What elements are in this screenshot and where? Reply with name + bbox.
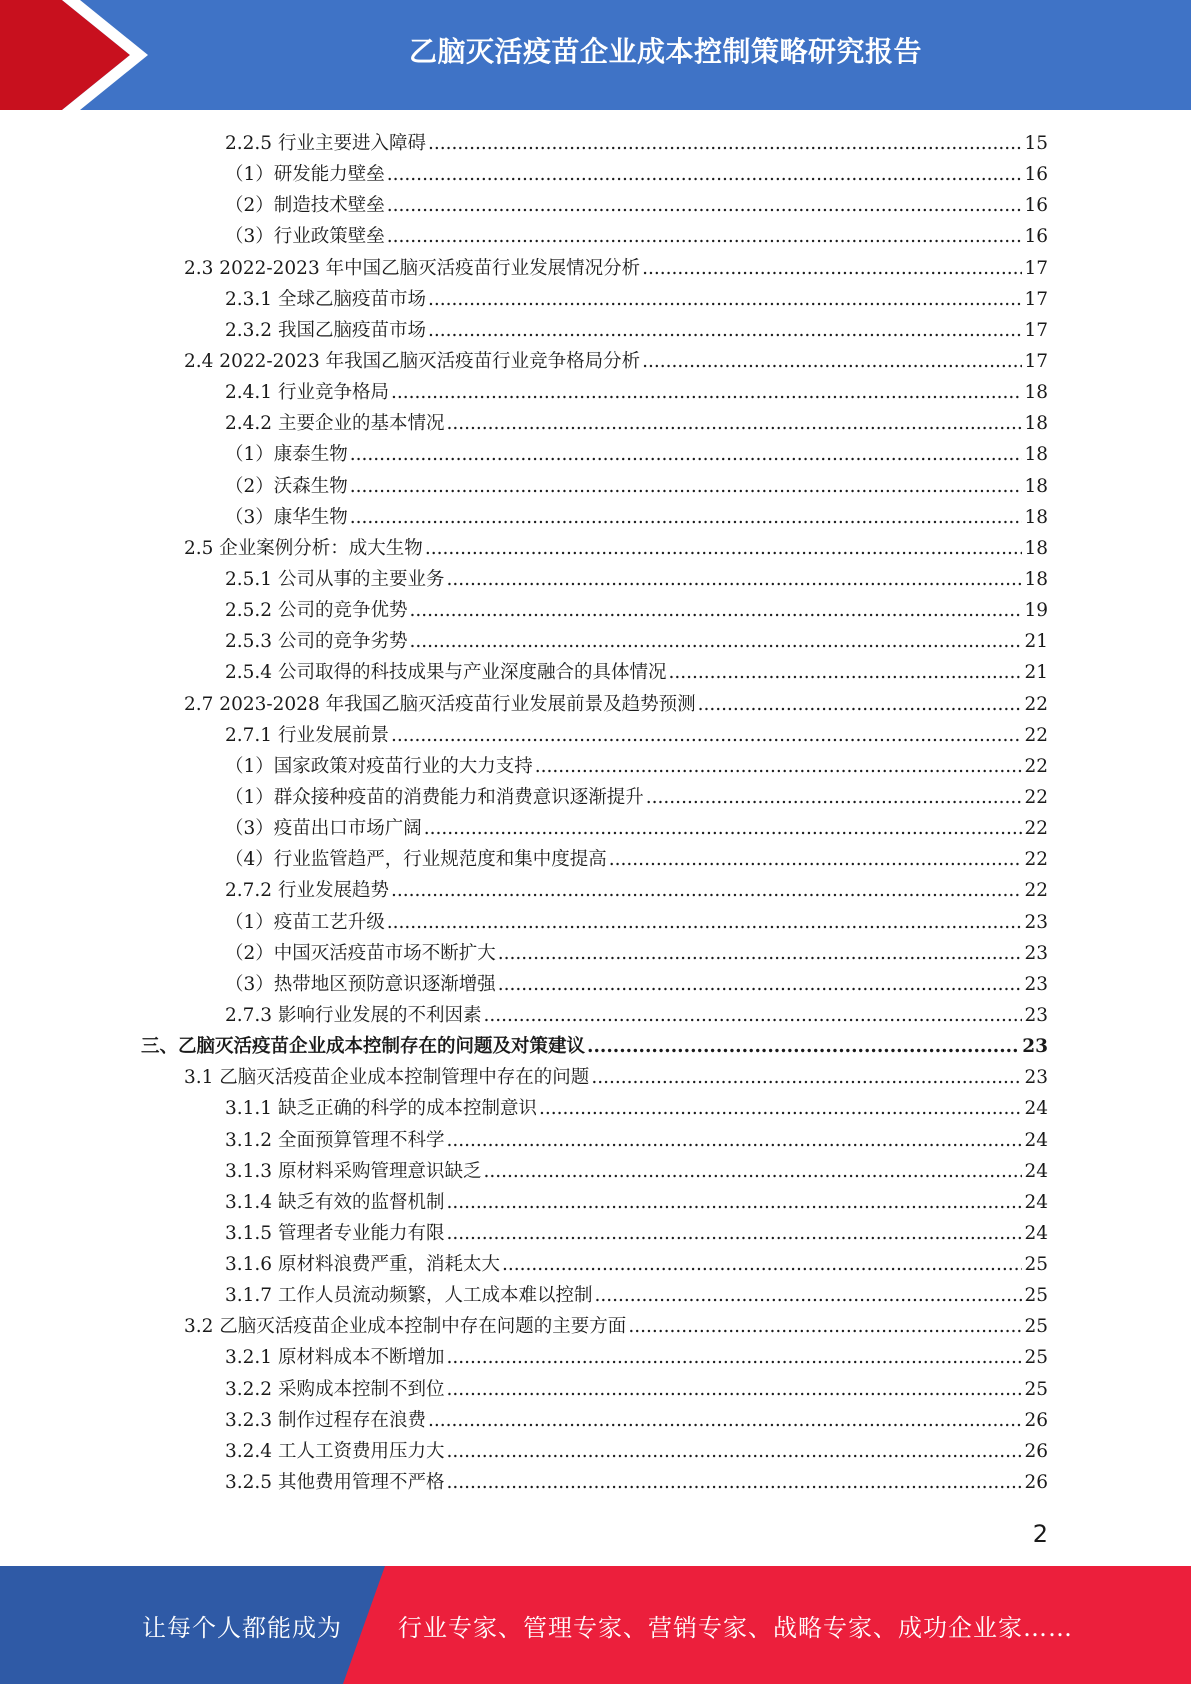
toc-entry-page: 24 — [1024, 1191, 1048, 1213]
toc-entry-title: 3.1.3 原材料采购管理意识缺乏 — [225, 1160, 482, 1182]
toc-entry-title: （1）研发能力壁垒 — [225, 164, 385, 186]
toc-entry-page: 22 — [1024, 724, 1048, 746]
toc-entry-title: 2.5.2 公司的竞争优势 — [225, 600, 408, 622]
toc-entry-page: 16 — [1024, 195, 1048, 217]
toc-entry-page: 18 — [1024, 537, 1048, 559]
toc-entry-title: （3）热带地区预防意识逐渐增强 — [225, 973, 496, 995]
toc-entry-title: 2.3.2 我国乙脑疫苗市场 — [225, 319, 426, 341]
toc-entry[interactable] — [0, 502, 1191, 533]
toc-dot-leader — [628, 1311, 1022, 1342]
toc-dot-leader — [668, 657, 1022, 688]
toc-entry-page: 19 — [1024, 600, 1048, 622]
toc-entry-title: （1）疫苗工艺升级 — [225, 911, 385, 933]
toc-entry[interactable] — [0, 938, 1191, 969]
toc-dot-leader — [483, 1000, 1022, 1031]
toc-dot-leader — [425, 533, 1023, 564]
toc-entry-page: 22 — [1024, 755, 1048, 777]
toc-entry-title: 3.2 乙脑灭活疫苗企业成本控制中存在问题的主要方面 — [184, 1316, 627, 1338]
toc-entry-title: 2.3 2022-2023 年中国乙脑灭活疫苗行业发展情况分析 — [184, 257, 641, 279]
toc-entry-page: 26 — [1024, 1440, 1048, 1462]
toc-dot-leader — [483, 1156, 1022, 1187]
toc-entry[interactable] — [0, 751, 1191, 782]
toc-entry-page: 26 — [1024, 1409, 1048, 1431]
toc-dot-leader — [587, 1031, 1020, 1062]
toc-entry[interactable] — [0, 471, 1191, 502]
toc-dot-leader — [446, 564, 1022, 595]
toc-entry[interactable] — [0, 1311, 1191, 1342]
toc-entry-title: （3）行业政策壁垒 — [225, 226, 385, 248]
toc-entry-title: （1）康泰生物 — [225, 444, 348, 466]
toc-entry-title: （1）国家政策对疫苗行业的大力支持 — [225, 755, 533, 777]
toc-dot-leader — [350, 502, 1023, 533]
toc-entry-title: 2.5.1 公司从事的主要业务 — [225, 568, 445, 590]
toc-entry[interactable] — [0, 533, 1191, 564]
toc-dot-leader — [535, 751, 1023, 782]
toc-dot-leader — [642, 346, 1022, 377]
footer-slogan-left: 让每个人都能成为 — [142, 1613, 342, 1642]
toc-entry[interactable] — [0, 253, 1191, 284]
toc-dot-leader — [609, 844, 1023, 875]
toc-entry-title: （1）群众接种疫苗的消费能力和消费意识逐渐提升 — [225, 786, 644, 808]
toc-entry[interactable] — [0, 875, 1191, 906]
toc-dot-leader — [446, 1125, 1022, 1156]
toc-dot-leader — [502, 1249, 1022, 1280]
toc-dot-leader — [446, 1218, 1022, 1249]
toc-dot-leader — [409, 595, 1022, 626]
toc-dot-leader — [350, 439, 1023, 470]
toc-entry-page: 26 — [1024, 1472, 1048, 1494]
toc-entry-title: 3.1.5 管理者专业能力有限 — [225, 1222, 445, 1244]
toc-entry-title: （3）疫苗出口市场广阔 — [225, 818, 422, 840]
toc-entry[interactable] — [0, 1342, 1191, 1373]
toc-entry[interactable] — [0, 1000, 1191, 1031]
toc-entry[interactable] — [0, 1187, 1191, 1218]
toc-entry-page: 17 — [1024, 288, 1048, 310]
toc-entry-page: 23 — [1024, 1004, 1048, 1026]
toc-entry[interactable] — [0, 782, 1191, 813]
toc-entry[interactable] — [0, 969, 1191, 1000]
toc-entry[interactable] — [0, 159, 1191, 190]
toc-entry-title: 2.7 2023-2028 年我国乙脑灭活疫苗行业发展前景及趋势预测 — [184, 693, 696, 715]
toc-dot-leader — [387, 221, 1023, 252]
toc-entry-page: 24 — [1024, 1129, 1048, 1151]
toc-entry[interactable] — [0, 689, 1191, 720]
toc-entry-page: 16 — [1024, 226, 1048, 248]
toc-entry[interactable] — [0, 408, 1191, 439]
toc-entry-page: 18 — [1024, 568, 1048, 590]
toc-dot-leader — [498, 938, 1023, 969]
toc-entry[interactable] — [0, 1218, 1191, 1249]
toc-entry-title: 3.2.3 制作过程存在浪费 — [225, 1409, 426, 1431]
toc-entry-page: 21 — [1024, 631, 1048, 653]
toc-entry[interactable] — [0, 346, 1191, 377]
toc-dot-leader — [424, 813, 1023, 844]
toc-entry[interactable] — [0, 221, 1191, 252]
toc-entry-page: 18 — [1024, 475, 1048, 497]
toc-entry-page: 23 — [1024, 973, 1048, 995]
page-number: 2 — [1032, 1520, 1048, 1548]
toc-entry-title: （2）制造技术壁垒 — [225, 195, 385, 217]
toc-entry-page: 16 — [1024, 164, 1048, 186]
toc-entry[interactable] — [0, 1249, 1191, 1280]
toc-entry-page: 25 — [1024, 1316, 1048, 1338]
toc-entry[interactable] — [0, 1156, 1191, 1187]
toc-entry-page: 23 — [1024, 911, 1048, 933]
toc-dot-leader — [446, 1342, 1022, 1373]
toc-entry-title: （3）康华生物 — [225, 506, 348, 528]
toc-entry-page: 25 — [1024, 1285, 1048, 1307]
toc-entry[interactable] — [0, 190, 1191, 221]
toc-entry-title: 2.4 2022-2023 年我国乙脑灭活疫苗行业竞争格局分析 — [184, 350, 641, 372]
toc-dot-leader — [446, 1436, 1022, 1467]
toc-entry-title: 3.1.7 工作人员流动频繁，人工成本难以控制 — [225, 1285, 593, 1307]
toc-entry[interactable] — [0, 595, 1191, 626]
toc-entry-title: 2.7.3 影响行业发展的不利因素 — [225, 1004, 482, 1026]
toc-entry-title: 三、乙脑灭活疫苗企业成本控制存在的问题及对策建议 — [141, 1036, 586, 1058]
toc-dot-leader — [698, 689, 1023, 720]
toc-entry-title: 2.4.2 主要企业的基本情况 — [225, 413, 445, 435]
toc-entry[interactable] — [0, 1031, 1191, 1062]
toc-dot-leader — [428, 284, 1022, 315]
toc-entry[interactable] — [0, 1405, 1191, 1436]
table-of-contents — [0, 128, 1191, 1498]
toc-entry[interactable] — [0, 813, 1191, 844]
page-footer — [0, 1566, 1191, 1684]
toc-entry-page: 23 — [1024, 1067, 1048, 1089]
toc-entry-page: 17 — [1024, 350, 1048, 372]
toc-entry-page: 18 — [1024, 382, 1048, 404]
footer-slogan-right: 行业专家、管理专家、营销专家、战略专家、成功企业家…… — [398, 1613, 1073, 1642]
toc-entry-title: 3.2.4 工人工资费用压力大 — [225, 1440, 445, 1462]
toc-entry-page: 18 — [1024, 506, 1048, 528]
toc-entry[interactable] — [0, 1374, 1191, 1405]
toc-dot-leader — [391, 875, 1022, 906]
toc-dot-leader — [387, 159, 1023, 190]
toc-dot-leader — [409, 626, 1022, 657]
toc-dot-leader — [350, 471, 1023, 502]
toc-entry[interactable] — [0, 907, 1191, 938]
toc-entry[interactable] — [0, 720, 1191, 751]
toc-entry-page: 23 — [1024, 942, 1048, 964]
toc-entry-page: 18 — [1024, 444, 1048, 466]
toc-entry-page: 24 — [1024, 1160, 1048, 1182]
toc-entry-title: 2.4.1 行业竞争格局 — [225, 382, 389, 404]
toc-entry[interactable] — [0, 1125, 1191, 1156]
toc-entry[interactable] — [0, 128, 1191, 159]
toc-entry-title: 2.5.4 公司取得的科技成果与产业深度融合的具体情况 — [225, 662, 667, 684]
toc-entry-title: 2.5 企业案例分析：成大生物 — [184, 537, 423, 559]
toc-entry[interactable] — [0, 1436, 1191, 1467]
toc-entry[interactable] — [0, 1467, 1191, 1498]
toc-entry-page: 15 — [1024, 133, 1048, 154]
toc-entry-title: 3.2.1 原材料成本不断增加 — [225, 1347, 445, 1369]
toc-entry-title: 2.2.5 行业主要进入障碍 — [225, 133, 426, 154]
toc-entry-title: 2.5.3 公司的竞争劣势 — [225, 631, 408, 653]
report-title: 乙脑灭活疫苗企业成本控制策略研究报告 — [408, 35, 922, 68]
toc-entry-title: 3.1.1 缺乏正确的科学的成本控制意识 — [225, 1098, 537, 1120]
toc-entry-title: 3.2.5 其他费用管理不严格 — [225, 1472, 445, 1494]
toc-entry-title: （2）中国灭活疫苗市场不断扩大 — [225, 942, 496, 964]
toc-entry-title: 3.1 乙脑灭活疫苗企业成本控制管理中存在的问题 — [184, 1067, 590, 1089]
toc-entry-title: 3.1.6 原材料浪费严重，消耗太大 — [225, 1254, 500, 1276]
toc-entry-title: 2.3.1 全球乙脑疫苗市场 — [225, 288, 426, 310]
toc-entry-page: 23 — [1022, 1036, 1048, 1058]
toc-dot-leader — [498, 969, 1023, 1000]
toc-dot-leader — [646, 782, 1023, 813]
toc-entry[interactable] — [0, 377, 1191, 408]
toc-entry-page: 22 — [1024, 818, 1048, 840]
toc-entry-page: 17 — [1024, 319, 1048, 341]
toc-entry-page: 25 — [1024, 1254, 1048, 1276]
toc-entry-page: 22 — [1024, 693, 1048, 715]
toc-entry-page: 25 — [1024, 1378, 1048, 1400]
header-arrow-decoration — [0, 0, 160, 110]
toc-dot-leader — [391, 720, 1022, 751]
toc-entry-title: 3.1.4 缺乏有效的监督机制 — [225, 1191, 445, 1213]
toc-entry[interactable] — [0, 439, 1191, 470]
toc-entry-page: 24 — [1024, 1098, 1048, 1120]
toc-dot-leader — [391, 377, 1022, 408]
toc-entry-page: 22 — [1024, 786, 1048, 808]
toc-dot-leader — [428, 128, 1022, 159]
toc-entry-title: （2）沃森生物 — [225, 475, 348, 497]
toc-entry-title: 3.2.2 采购成本控制不到位 — [225, 1378, 445, 1400]
page-header — [0, 0, 1191, 110]
toc-dot-leader — [642, 253, 1022, 284]
toc-entry[interactable] — [0, 1093, 1191, 1124]
toc-dot-leader — [446, 1374, 1022, 1405]
toc-dot-leader — [387, 907, 1023, 938]
toc-entry-page: 18 — [1024, 413, 1048, 435]
toc-entry-title: 3.1.2 全面预算管理不科学 — [225, 1129, 445, 1151]
toc-dot-leader — [428, 315, 1022, 346]
toc-entry[interactable] — [0, 1062, 1191, 1093]
toc-dot-leader — [594, 1280, 1022, 1311]
toc-entry[interactable] — [0, 284, 1191, 315]
toc-entry-page: 17 — [1024, 257, 1048, 279]
toc-entry[interactable] — [0, 315, 1191, 346]
toc-entry-page: 25 — [1024, 1347, 1048, 1369]
toc-entry-page: 22 — [1024, 880, 1048, 902]
toc-entry[interactable] — [0, 626, 1191, 657]
toc-entry-page: 22 — [1024, 849, 1048, 871]
toc-dot-leader — [446, 408, 1022, 439]
toc-dot-leader — [428, 1405, 1022, 1436]
toc-entry[interactable] — [0, 564, 1191, 595]
toc-dot-leader — [446, 1187, 1022, 1218]
toc-entry-page: 24 — [1024, 1222, 1048, 1244]
toc-entry-page: 21 — [1024, 662, 1048, 684]
toc-dot-leader — [539, 1093, 1022, 1124]
toc-entry-title: （4）行业监管趋严，行业规范度和集中度提高 — [225, 849, 607, 871]
toc-entry[interactable] — [0, 1280, 1191, 1311]
toc-entry[interactable] — [0, 657, 1191, 688]
toc-dot-leader — [446, 1467, 1022, 1498]
toc-entry[interactable] — [0, 844, 1191, 875]
toc-entry-title: 2.7.1 行业发展前景 — [225, 724, 389, 746]
toc-dot-leader — [387, 190, 1023, 221]
toc-dot-leader — [591, 1062, 1022, 1093]
toc-entry-title: 2.7.2 行业发展趋势 — [225, 880, 389, 902]
